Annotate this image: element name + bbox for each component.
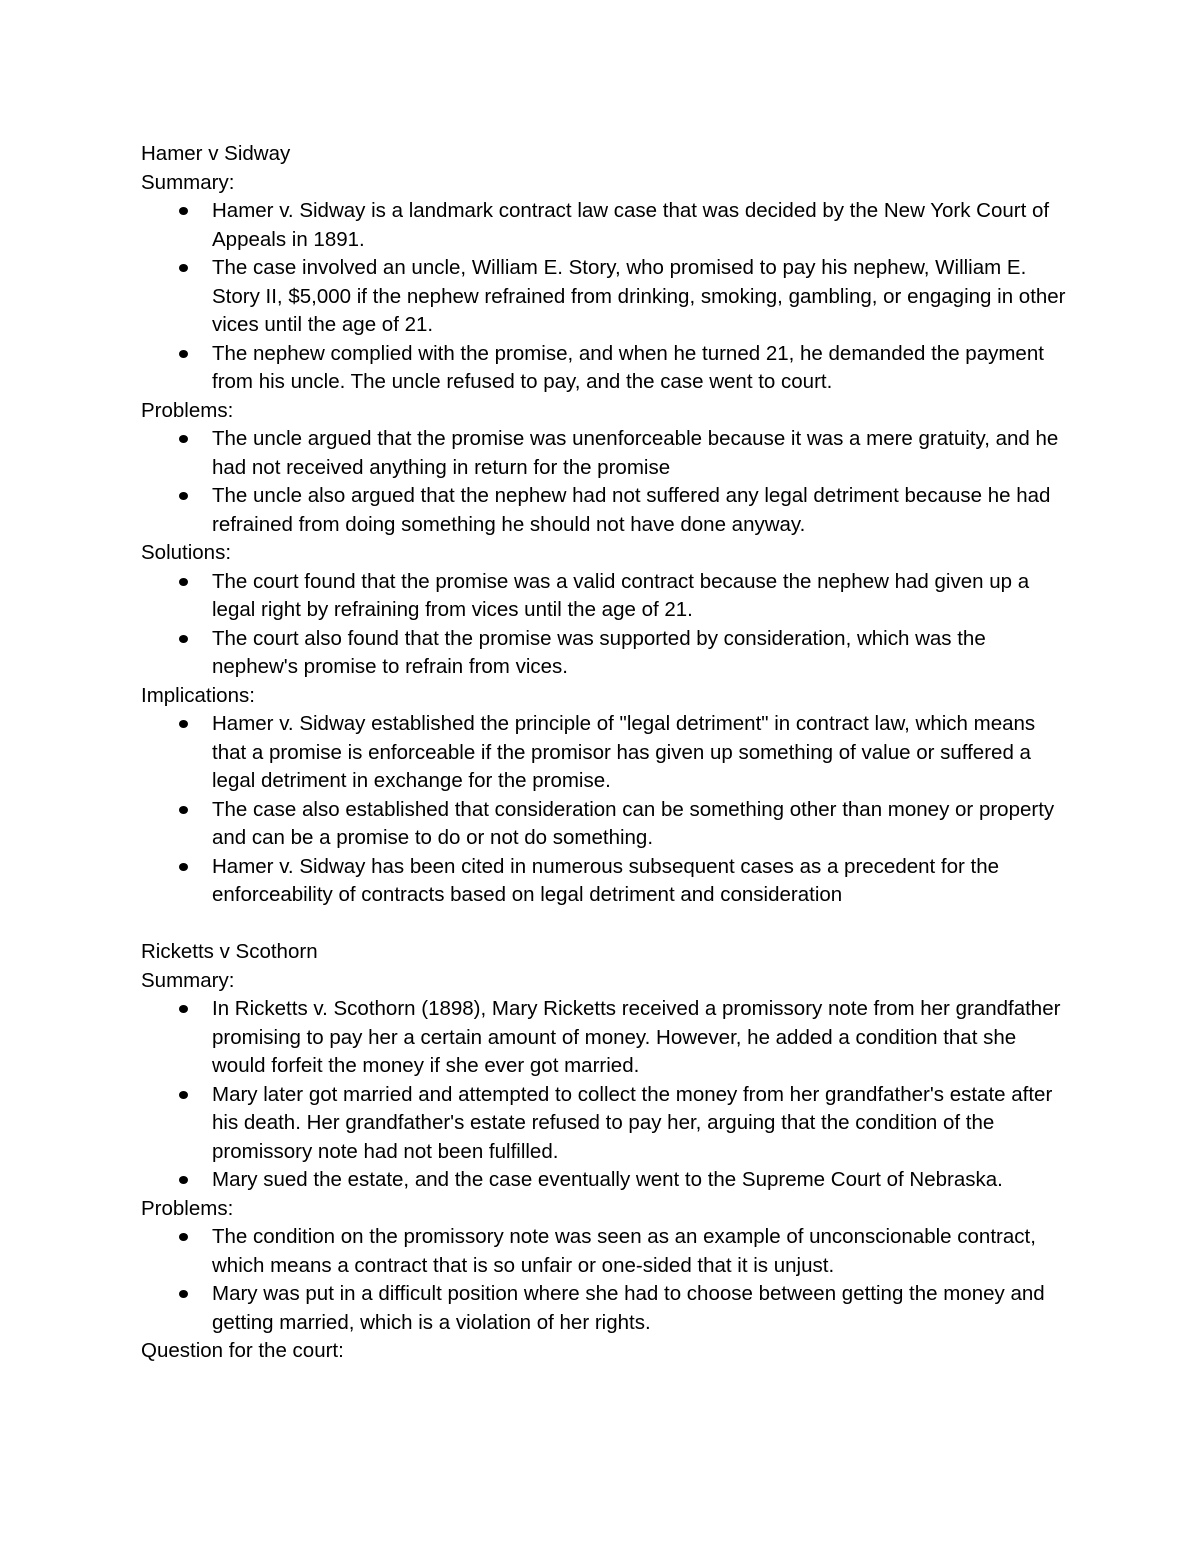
case-title: Hamer v Sidway xyxy=(141,142,291,165)
list-item-text: The court also found that the promise was supported by consideration, which was the nephew's promise to refrain from vices. xyxy=(212,626,986,678)
bullet-icon xyxy=(179,492,188,500)
section-label: Problems: xyxy=(141,398,234,422)
bullet-icon xyxy=(179,578,188,586)
section-label: Summary: xyxy=(141,170,235,194)
list-item-text: The uncle argued that the promise was unenforceable because it was a mere gratuity, and he had not received anything in return for the promise xyxy=(212,427,1059,479)
list-item-text: The nephew complied with the promise, and when he turned 21, he demanded the payment from his uncle. The uncle refused to pay, and the case went to court. xyxy=(212,341,1044,393)
bullet-list xyxy=(141,197,1071,397)
list-item xyxy=(141,853,1071,910)
summary-section xyxy=(141,967,1071,1195)
section-label: Solutions: xyxy=(141,541,232,564)
list-item-text: The uncle also argued that the nephew had not suffered any legal detriment because he had refrained from doing something he should not have done anyway. xyxy=(212,484,1051,536)
list-item-text: In Ricketts v. Scothorn (1898), Mary Ricketts received a promissory note from her grandfather promising to pay her a certain amount of money. However, he added a condition that she would forfeit the money if she ever got married. xyxy=(212,997,1061,1077)
list-item-text: The case involved an uncle, William E. Story, who promised to pay his nephew, William E. Story II, $5,000 if the nephew refrained from drinking, smoking, gambling, or engaging in other vices until the age of 21. xyxy=(212,256,1066,336)
summary-section xyxy=(141,169,1071,397)
bullet-icon xyxy=(179,1290,188,1298)
section-label: Problems: xyxy=(141,1196,234,1220)
document-body xyxy=(141,140,1071,1366)
bullet-icon xyxy=(179,264,188,272)
bullet-icon xyxy=(179,1005,188,1013)
problems-section xyxy=(141,1195,1071,1338)
bullet-icon xyxy=(179,720,188,728)
list-item-text: The court found that the promise was a valid contract because the nephew had given up a legal right by refraining from vices until the age of 21. xyxy=(212,569,1030,621)
bullet-icon xyxy=(179,207,188,215)
list-item xyxy=(141,425,1071,482)
bullet-icon xyxy=(179,806,188,814)
list-item xyxy=(141,1280,1071,1337)
list-item-text: The condition on the promissory note was seen as an example of unconscionable contract, which means a contract that is so unfair or one-sided that it is unjust. xyxy=(212,1225,1036,1277)
list-item xyxy=(141,796,1071,853)
section-label: Question for the court: xyxy=(141,1339,344,1362)
bullet-list xyxy=(141,568,1071,682)
bullet-icon xyxy=(179,863,188,871)
bullet-icon xyxy=(179,1091,188,1099)
case-section xyxy=(141,140,1071,910)
list-item-text: Hamer v. Sidway is a landmark contract law case that was decided by the New York Court of Appeals in 1891. xyxy=(212,199,1050,251)
list-item xyxy=(141,482,1071,539)
question-section xyxy=(141,1337,1071,1366)
blank-line xyxy=(141,910,1071,939)
bullet-list xyxy=(141,995,1071,1195)
section-label: Implications: xyxy=(141,683,255,707)
list-item xyxy=(141,625,1071,682)
bullet-list xyxy=(141,710,1071,910)
list-item-text: Mary later got married and attempted to collect the money from her grandfather's estate after his death. Her grandfather's estate refused to pay her, arguing that the condition of the promissory note had not been fulfilled. xyxy=(212,1082,1053,1163)
implications-section xyxy=(141,682,1071,910)
list-item-text: Mary sued the estate, and the case eventually went to the Supreme Court of Nebraska. xyxy=(212,1168,1003,1191)
bullet-list xyxy=(141,425,1071,539)
list-item xyxy=(141,254,1071,340)
list-item xyxy=(141,1223,1071,1280)
case-section xyxy=(141,938,1071,1366)
list-item xyxy=(141,568,1071,625)
bullet-icon xyxy=(179,1176,188,1184)
bullet-icon xyxy=(179,635,188,643)
list-item xyxy=(141,1081,1071,1167)
list-item xyxy=(141,995,1071,1081)
list-item-text: Mary was put in a difficult position where she had to choose between getting the money and getting married, which is a violation of her rights. xyxy=(212,1282,1045,1334)
problems-section xyxy=(141,397,1071,540)
solutions-section xyxy=(141,539,1071,682)
list-item xyxy=(141,340,1071,397)
list-item xyxy=(141,710,1071,796)
bullet-list xyxy=(141,1223,1071,1337)
section-label: Summary: xyxy=(141,968,235,992)
list-item-text: Hamer v. Sidway established the principle of "legal detriment" in contract law, which means that a promise is enforceable if the promisor has given up something of value or suffered a legal detriment in exchange for the promise. xyxy=(212,712,1036,792)
list-item xyxy=(141,1166,1071,1195)
case-title: Ricketts v Scothorn xyxy=(141,940,318,963)
list-item xyxy=(141,197,1071,254)
bullet-icon xyxy=(179,1233,188,1241)
list-item-text: Hamer v. Sidway has been cited in numerous subsequent cases as a precedent for the enforceability of contracts based on legal detriment and consideration xyxy=(212,854,1000,906)
bullet-icon xyxy=(179,435,188,443)
bullet-icon xyxy=(179,350,188,358)
list-item-text: The case also established that consideration can be something other than money or property and can be a promise to do or not do something. xyxy=(212,797,1055,849)
